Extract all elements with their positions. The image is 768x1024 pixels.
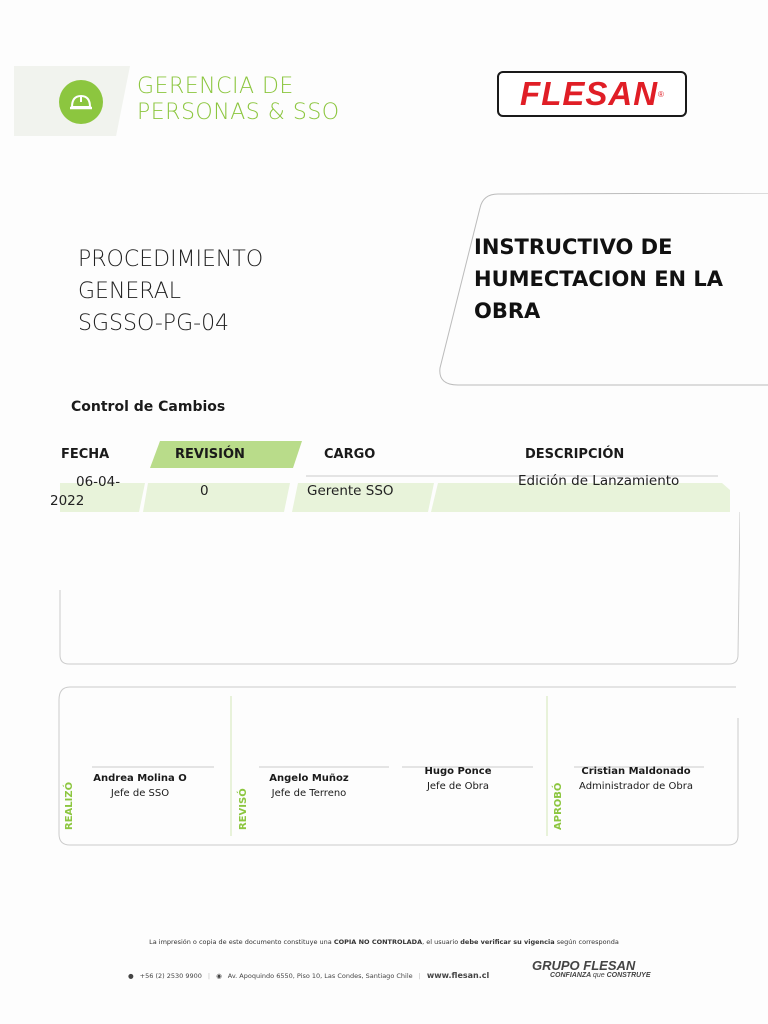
- phone-number: +56 (2) 2530 9900: [139, 971, 202, 980]
- copy-notice-verify: debe verificar su vigencia: [460, 938, 555, 946]
- col-header-cargo: CARGO: [324, 447, 376, 462]
- address: Av. Apoquindo 6550, Piso 10, Las Condes, Santiago Chile: [227, 971, 413, 980]
- tagline-construye: CONSTRUYE: [606, 972, 651, 979]
- cell-fecha-line2: 2022: [50, 493, 85, 509]
- col-header-revision: REVISIÓN: [175, 447, 245, 462]
- copy-notice: [0, 938, 768, 946]
- location-icon: ◉: [216, 971, 222, 980]
- changes-heading: Control de Cambios: [71, 399, 226, 415]
- flesan-logo-text: FLESAN: [520, 75, 659, 112]
- helmet-icon: [68, 92, 94, 112]
- registered-mark: ®: [658, 89, 664, 99]
- procedure-line-2: GENERAL: [78, 279, 182, 304]
- signer-name-1: Andrea Molina O: [93, 773, 187, 784]
- separator: |: [207, 971, 211, 980]
- signer-role-1: Jefe de SSO: [110, 788, 170, 799]
- instructivo-title: INSTRUCTIVO DE HUMECTACION EN LA OBRA: [474, 235, 724, 323]
- signer-name-4: Cristian Maldonado: [581, 766, 691, 777]
- grupo-flesan-tagline: [550, 972, 651, 979]
- procedure-code: SGSSO-PG-04: [78, 311, 230, 336]
- grupo-flesan-logo: GRUPO FLESAN: [532, 958, 636, 973]
- cell-revision-bg: [143, 483, 290, 512]
- cell-revision: 0: [200, 483, 209, 499]
- procedure-title: [78, 244, 263, 340]
- procedure-line-1: PROCEDIMIENTO: [78, 247, 264, 272]
- signer-name-3: Hugo Ponce: [424, 766, 492, 777]
- flesan-logo: [497, 71, 687, 117]
- signer-role-3: Jefe de Obra: [426, 781, 490, 792]
- aprobo-label: APROBÓ: [553, 782, 564, 830]
- copy-notice-uncontrolled: COPIA NO CONTROLADA: [333, 938, 423, 946]
- col-header-descripcion: DESCRIPCIÓN: [525, 447, 625, 462]
- website-link[interactable]: www.flesan.cl: [426, 971, 490, 980]
- reviso-label: REVISÓ: [238, 788, 249, 830]
- department-title: GERENCIA DE PERSONAS & SSO: [137, 74, 340, 125]
- copy-notice-part-e: según corresponda: [554, 938, 619, 946]
- copy-notice-part-c: , el usuario: [422, 938, 461, 946]
- helmet-logo: [59, 80, 103, 124]
- tagline-que: que: [592, 972, 605, 979]
- separator: |: [418, 971, 421, 980]
- realizo-label: REALIZÓ: [64, 781, 75, 830]
- signer-role-2: Jefe de Terreno: [271, 788, 347, 799]
- signer-name-2: Angelo Muñoz: [269, 773, 349, 784]
- cell-descripcion: Edición de Lanzamiento: [518, 473, 680, 489]
- signer-role-4: Administrador de Obra: [579, 781, 693, 792]
- tagline-confianza: CONFIANZA: [550, 972, 591, 979]
- copy-notice-part-a: La impresión o copia de este documento constituye una: [149, 938, 334, 946]
- contact-bar: [128, 971, 489, 980]
- cell-fecha-line1: 06-04-: [76, 474, 121, 490]
- col-header-fecha: FECHA: [61, 447, 110, 462]
- phone-icon: ●: [128, 971, 134, 980]
- cell-cargo: Gerente SSO: [307, 483, 394, 499]
